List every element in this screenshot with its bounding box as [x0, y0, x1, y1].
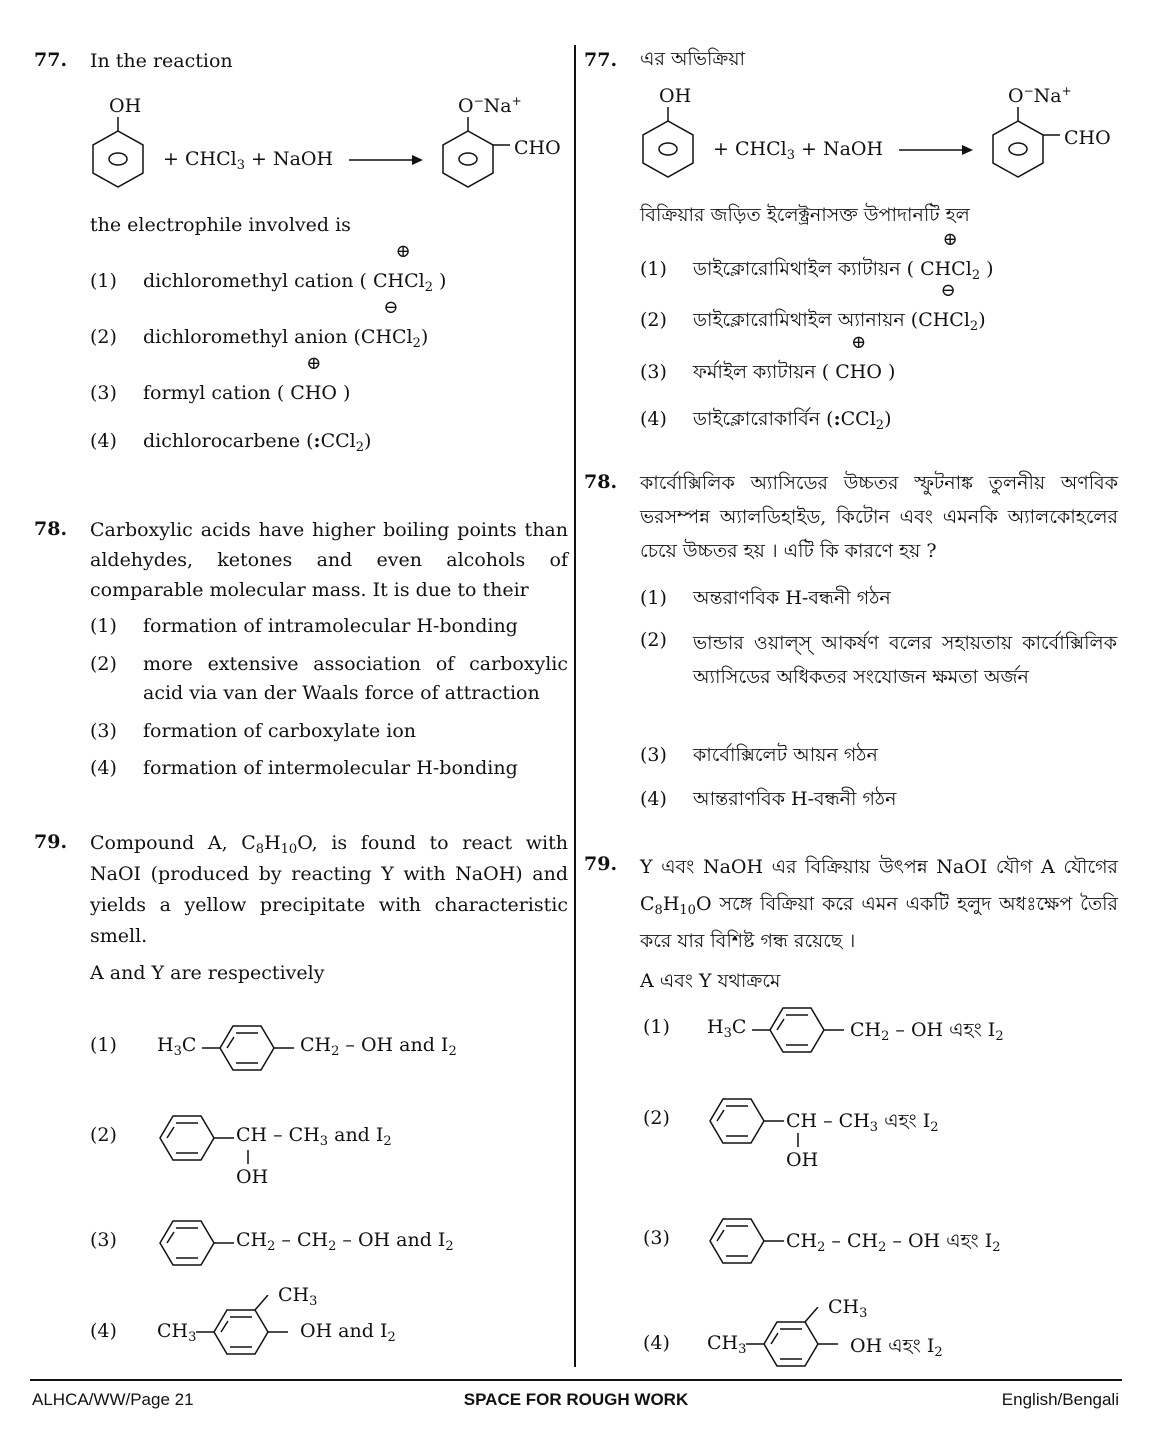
benzene-ring-icon — [708, 1216, 798, 1266]
question-number: 78. — [34, 518, 68, 540]
question-text: the electrophile involved is — [90, 214, 351, 236]
page-code: ALHCA/WW/Page 21 — [32, 1390, 194, 1409]
benzene-ring-icon — [752, 1005, 852, 1055]
question-intro: In the reaction — [90, 50, 233, 72]
benzene-ring-icon — [746, 1307, 856, 1377]
footer-rule — [30, 1379, 1122, 1381]
option-4: (4) ডাইক্লোরোকার্বিন (:CCl$_2$) — [640, 408, 892, 433]
benzene-ring-icon — [202, 1023, 302, 1073]
option-3: (3) formyl cation ( ⊕ CHO ) — [90, 353, 351, 404]
reagents-text: + CHCl$_3$ + NaOH — [163, 148, 334, 173]
reactant-label: OH — [659, 85, 692, 107]
option-1: (1) formation of intramolecular H-bonding — [90, 615, 518, 637]
question-number: 79. — [584, 853, 618, 875]
reactant-label: OH — [109, 95, 142, 117]
benzene-ring-icon — [196, 1295, 306, 1365]
option-2: (2) CH – $CH_3$ এহং $I_2$ OH — [640, 1093, 1120, 1173]
option-3: (3) $CH_2 - CH_2$ – OH এহং $I_2$ — [640, 1213, 1120, 1273]
product-top-label: O−Na+ — [458, 94, 522, 117]
option-1: (1) ডাইক্লোরোমিথাইল ক্যাটায়ন ( ⊕ CHCl$_2$ ) — [640, 229, 994, 283]
reaction-arrow-icon — [899, 143, 975, 157]
question-number: 78. — [584, 471, 618, 493]
option-4: (4) আন্তরাণবিক H-বন্ধনী গঠন — [640, 788, 897, 810]
benzene-ring-icon — [708, 1096, 798, 1146]
column-divider — [574, 45, 576, 1367]
reaction-arrow-icon — [349, 153, 425, 167]
option-3: (3) কার্বোক্সিলেট আয়ন গঠন — [640, 744, 878, 766]
product-side-label: CHO — [1064, 127, 1111, 149]
question-text: বিক্রিয়ার জড়িত ইলেক্ট্রনাসক্ত উপাদানটি হল — [640, 204, 970, 226]
reaction-scheme — [640, 85, 1120, 185]
option-3: (3) ফর্মাইল ক্যাটায়ন ( ⊕ CHO ) — [640, 332, 896, 383]
question-intro: এর অভিক্রিয়া — [640, 48, 746, 70]
option-4: (4) $CH_3$ $CH_3$ OH and $I_2$ — [90, 1280, 570, 1360]
option-3: (3) $CH_2 - CH_2$ – OH and $I_2$ — [90, 1215, 570, 1275]
phenol-ring-icon — [90, 115, 150, 193]
bond-line-icon — [245, 1150, 251, 1166]
question-text: Y এবং NaOH এর বিক্রিয়ায় উৎপন্ন NaOI যৌগ A যৌগের $C_8H_{10}O$ সঙ্গে বিক্রিয়া করে এমন একটি হলুদ অধঃক্ষেপ তৈরি করে যার বিশিষ্ট গন্ধ রয়েছে । — [640, 856, 1118, 952]
option-2: (2) CH – $CH_3$ and $I_2$ OH — [90, 1110, 570, 1190]
option-2: (2) dichloromethyl anion ( ⊖ CHCl$_2$) — [90, 297, 429, 351]
benzene-ring-icon — [158, 1113, 248, 1163]
benzene-ring-icon — [158, 1218, 248, 1268]
bond-line-icon — [795, 1133, 801, 1149]
salicylaldehyde-ring-icon — [990, 105, 1070, 183]
option-2: (2) ডাইক্লোরোমিথাইল অ্যানায়ন ( ⊖ CHCl$_2$) — [640, 280, 986, 334]
option-1: (1) $H_3C$ $CH_2$ – OH এহং $I_2$ — [640, 1002, 1120, 1062]
product-top-label: O−Na+ — [1008, 84, 1072, 107]
language-label: English/Bengali — [1001, 1390, 1119, 1409]
option-1: (1) dichloromethyl cation ( ⊕ CHCl$_2$ ) — [90, 241, 447, 295]
option-2: (2) more extensive association of carboxylic acid via van der Waals force of attraction — [90, 653, 568, 704]
reaction-scheme — [90, 95, 570, 195]
option-4: (4) dichlorocarbene (:CCl$_2$) — [90, 430, 372, 455]
question-text: Compound A, $C_8H_{10}O$, is found to react with NaOI (produced by reacting Y with NaOH) and yields a yellow precipitate with characteristic smell. — [90, 832, 569, 947]
salicylaldehyde-ring-icon — [440, 115, 520, 193]
question-text: Carboxylic acids have higher boiling points than aldehydes, ketones and even alcohols of comparable molecular mass. It is due to their — [90, 519, 568, 601]
option-4: (4) formation of intermolecular H-bonding — [90, 757, 518, 779]
product-side-label: CHO — [514, 137, 561, 159]
option-2: (2) ভান্ডার ওয়াল্স্ আকর্ষণ বলের সহায়তায় কার্বোক্সিলিক অ্যাসিডের অধিকতর সংযোজন ক্ষমতা অর্জন — [640, 629, 1117, 688]
rough-work-label: SPACE FOR ROUGH WORK — [463, 1390, 689, 1409]
option-1: (1) অন্তরাণবিক H-বন্ধনী গঠন — [640, 587, 891, 609]
question-subtext: A এবং Y যথাক্রমে — [640, 970, 781, 992]
phenol-ring-icon — [640, 105, 700, 183]
reagents-text: + CHCl$_3$ + NaOH — [713, 138, 884, 163]
question-number: 77. — [584, 49, 618, 71]
question-text: কার্বোক্সিলিক অ্যাসিডের উচ্চতর স্ফুটনাঙ্ক তুলনীয় অণবিক ভরসম্পন্ন অ্যালডিহাইড, কিটোন এবং এমনকি অ্যালকোহলের চেয়ে উচ্চতর হয় । এটি কি কারণে হয় ? — [640, 472, 1118, 562]
question-number: 77. — [34, 49, 68, 71]
option-3: (3) formation of carboxylate ion — [90, 720, 417, 742]
question-subtext: A and Y are respectively — [90, 962, 325, 984]
option-4: (4) $CH_3$ $CH_3$ OH এহং $I_2$ — [640, 1292, 1120, 1372]
option-1: (1) $H_3C$ $CH_2$ – OH and $I_2$ — [90, 1020, 570, 1080]
question-number: 79. — [34, 831, 68, 853]
